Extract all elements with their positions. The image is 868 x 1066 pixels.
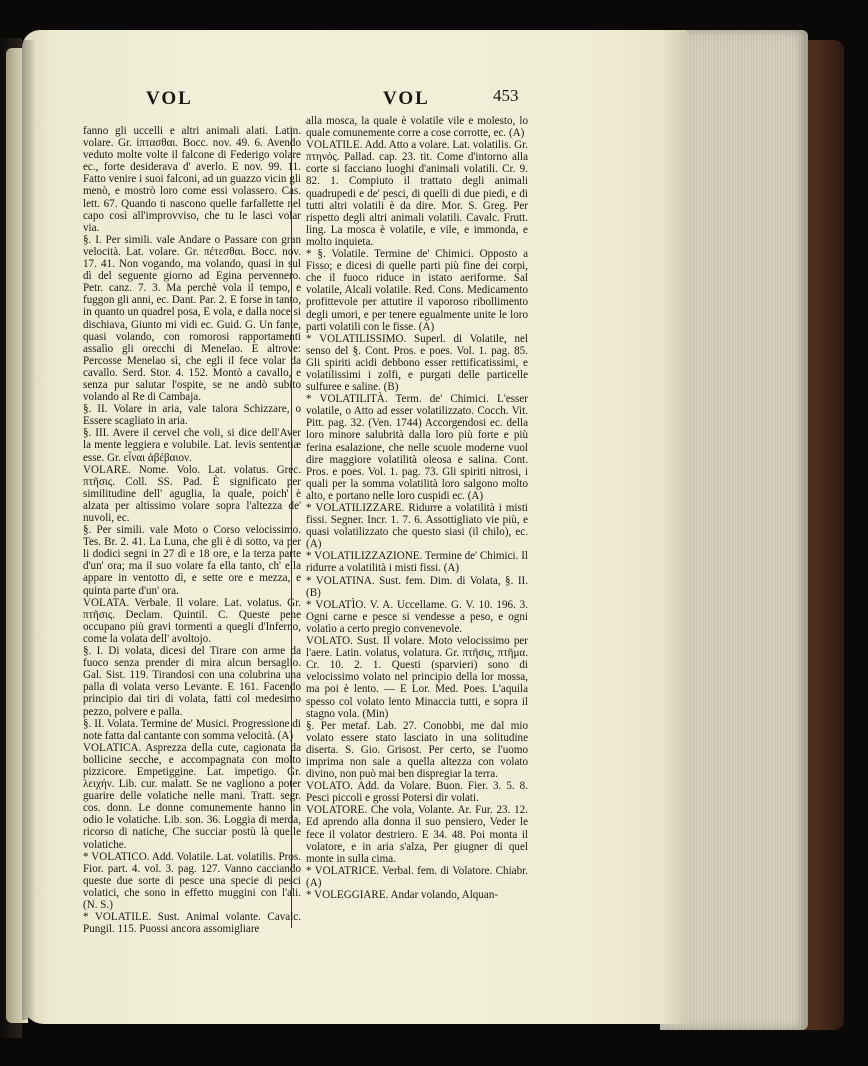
left-column-frame: [83, 125, 301, 935]
entry-paragraph: VOLARE. Nome. Volo. Lat. volatus. Grec. πτῆσις. Coll. SS. Pad. È significato per similitudine dell' aguglia, la quale, poich' è alzata per altissimo volare sopra l'altezza de' nuvoli, ec.: [83, 463, 301, 524]
entry-paragraph: * VOLATRICE. Verbal. fem. di Volatore. Chiabr. (A): [306, 864, 528, 889]
left-column: [83, 125, 301, 935]
entry-paragraph: VOLATO. Add. da Volare. Buon. Fier. 3. 5. 8. Pesci piccoli e grossi Potersi dir volati.: [306, 780, 528, 805]
entry-paragraph: alla mosca, la quale è volatile vile e molesto, lo quale comunemente corre a cose corrotte, ec. (A): [306, 115, 528, 140]
entry-paragraph: * VOLATINA. Sust. fem. Dim. di Volata, §. II. (B): [306, 574, 528, 599]
entry-paragraph: fanno gli uccelli e altri animali alati. Latin. volare. Gr. ἱπτασθαι. Bocc. nov. 49. 6. Avendo veduto molte volte il falcone di Federigo volare ec., forte desiderava d' averlo. E nov. 99. 11. Fatto venire i suoi falconi, ad un guazzo vicin gli menò, e mostrò loro come essi volassero. Cas. lett. 67. Quando ti nascono quelle farfallette nel capo così all'improvviso, che tu le lasci volar via.: [83, 125, 301, 234]
entry-paragraph: §. II. Volare in aria, vale talora Schizzare, o Essere scagliato in aria.: [83, 403, 301, 428]
gutter-shadow: [22, 40, 36, 1020]
entry-paragraph: §. III. Avere il cervel che voli, si dice dell'Aver la mente leggiera e volubile. Lat. levis sententiæ esse. Gr. εἶναι ἀβέβαιον.: [83, 427, 301, 464]
entry-paragraph: * VOLEGGIARE. Andar volando, Alquan-: [306, 889, 499, 901]
right-column-frame: [306, 115, 528, 927]
entry-paragraph: * VOLATILE. Sust. Animal volante. Cavalc. Pungil. 115. Puossi ancora assomigliare: [83, 911, 301, 935]
entry-paragraph: §. Per simili. vale Moto o Corso velocissimo. Tes. Br. 2. 41. La Luna, che gli è di sotto, va per li dodici segni in 27 dì e 18 ore, e la terza parte d'un' ora; ma il suo volare fa ella tanto, ch' ella appare in ventotto dì, e sette ore e mezza, e quinta parte d'un' ora.: [83, 524, 301, 597]
entry-paragraph: VOLATILE. Add. Atto a volare. Lat. volatilis. Gr. πτηνός. Pallad. cap. 23. tit. Come d'intorno alla corte si facciano luoghi d'animali volatili. Cr. 9. 82. 1. Compiuto il trattato degli animali quadrupedi e de' pesci, di quelli di due piedi, e di tutti altri volatili è da dire. Mor. S. Greg. Per rispetto degli altri animali volatili. Cavalc. Frutt. ling. La mosca è volatile, e vile, e immonda, e molto inquieta.: [306, 139, 528, 248]
entry-paragraph: * VOLATILIZZAZIONE. Termine de' Chimici. Il ridurre a volatilità i misti fissi. (A): [306, 550, 528, 575]
entry-paragraph: * VOLATILITÀ. Term. de' Chimici. L'esser volatile, o Atto ad esser volatilizzato. Cocch. Vit. Pitt. pag. 32. (Ven. 1744) Accorgendosi ec. della loro minore salubrità dalla loro più forte e più ferina esalazione, che nelle scuole moderne vuol dire maggiore volatilità oleosa e salina. Cont. Pros. e poes. Vol. 1. pag. 73. Gli spiriti nitrosi, i quali per la somma volatilità loro salgono molto alto, e portano nelle loro cuspidi ec. (A): [306, 393, 528, 502]
entry-paragraph: §. I. Per simili. vale Andare o Passare con gran velocità. Lat. volare. Gr. πέτεσθαι. Bocc. nov. 17. 41. Non vogando, ma volando, quasi in sul dì del seguente giorno ad Egina pervennero. Petr. canz. 7. 3. Ma perchè vola il tempo, e fuggon gli anni, ec. Dant. Par. 2. E forse in tanto, in quanto un quadrel posa, E vola, e dalla noce si dischiava, Giunto mi vidi ec. Guid. G. Un fante, quasi volando, con romorosi rapportamenti assalìo gli orecchi di Menelao. E altrove: Percosse Menelao sì, che egli il fece volar da cavallo. Serd. Stor. 4. 152. Montò a cavallo, e senza pur salutar l'ospite, se ne andò subito volando al Re di Cambaja.: [83, 233, 301, 404]
entry-paragraph: * VOLATÌO. V. A. Uccellame. G. V. 10. 196. 3. Ogni carne e pesce si vendesse a peso, e ogni volatìo a certo pregio convenevole.: [306, 598, 528, 635]
entry-paragraph: * VOLATILIZZARE. Ridurre a volatilità i misti fissi. Segner. Incr. 1. 7. 6. Assottigliato vie più, e quasi volatilizzato che questo siasi (il chilo), ec. (A): [306, 502, 528, 551]
entry-paragraph: VOLATICA. Asprezza della cute, cagionata da bollicine secche, e accompagnata con molto pizzicore. Empetiggine. Lat. impetigo. Gr. λειχήν. Lib. cur. malatt. Se ne vagliono a poter guarire delle volatiche nelle mani. Tratt. segr. cos. donn. Le donne comunemente hanno in odio le volatiche. Lib. son. 36. Loggia di merda, ricorso di natiche, Che succiar postù là quelle volatiche.: [83, 741, 301, 851]
entry-paragraph: * VOLATICO. Add. Volatile. Lat. volatilis. Pros. Fior. part. 4. vol. 3. pag. 127. Vanno cacciando queste due sorte di pesce una specie di pesci volatici, che sono in effetto muggini con l'ali. (N. S.): [83, 850, 301, 911]
entry-paragraph: * VOLATILISSIMO. Superl. di Volatile, nel senso del §. Cont. Pros. e poes. Vol. 1. pag. 85. Gli spiriti acidi debbono esser rettificatissimi, e volatilissimi i zolfi, e purgati delle particelle sulfuree e saline. (B): [306, 332, 528, 394]
entry-paragraph: * §. Volatile. Termine de' Chimici. Opposto a Fisso; e dicesi di quelle parti più fine dei corpi, che il fuoco riduce in istato aeriforme. Sal volatile, Alcali volatile. Red. Cons. Medicamento profittevole per attutire il vaporoso ribollimento degli umori, e per tenere egualmente unite le loro parti volatili con le fisse. (A): [306, 248, 528, 333]
running-head-right: VOL: [383, 88, 430, 109]
entry-paragraph: §. I. Di volata, dicesi del Tirare con arme da fuoco senza prender di mira alcun bersaglio. Gal. Sist. 119. Tirandosi con una colubrina una palla di volata verso Levante. E 161. Facendo principio dai tiri di volata, fatti col medesimo pezzo, polvere e palla.: [83, 645, 301, 718]
entry-paragraph: VOLATA. Verbale. Il volare. Lat. volatus. Gr. πτῆσις. Declam. Quintil. C. Queste pene occupano più gravi tormenti a quegli d'Inferno, come la volata dell' avoltojo.: [83, 596, 301, 645]
entry-paragraph: VOLATO. Sust. Il volare. Moto velocissimo per l'aere. Latin. volatus, volatura. Gr. πτῆσις, πτῆμα. Cr. 10. 2. 1. Questi (sparvieri) sono di velocissimo volato nel principio della lor mossa, ma poi è lento. — E Lor. Med. Poes. L'aquila spesso col volato lento Minaccia tutti, e sopra il stagno vola. (Min): [306, 635, 528, 720]
entry-paragraph: §. Per metaf. Lab. 27. Conobbi, me dal mio volato essere stato lasciato in una solitudine diserta. S. Gio. Grisost. Per certo, se l'uomo imprima non sale a quella altezza con volato divino, non può mai ben dispregiar la terra.: [306, 719, 528, 781]
page-number: 453: [493, 86, 519, 105]
entry-paragraph: VOLATORE. Che vola, Volante. Ar. Fur. 23. 12. Ed aprendo alla donna il suo pensiero, Veder le fece il volator destriero. E 34. 48. Poi monta il volatore, e in aria s'alza, Per giugner di quel monte in sulla cima.: [306, 804, 528, 865]
entry-paragraph: §. II. Volata. Termine de' Musici. Progressione di note fatta dal cantante con somma velocità. (A): [83, 717, 301, 742]
right-column: [306, 115, 528, 901]
running-head-left: VOL: [146, 88, 193, 109]
